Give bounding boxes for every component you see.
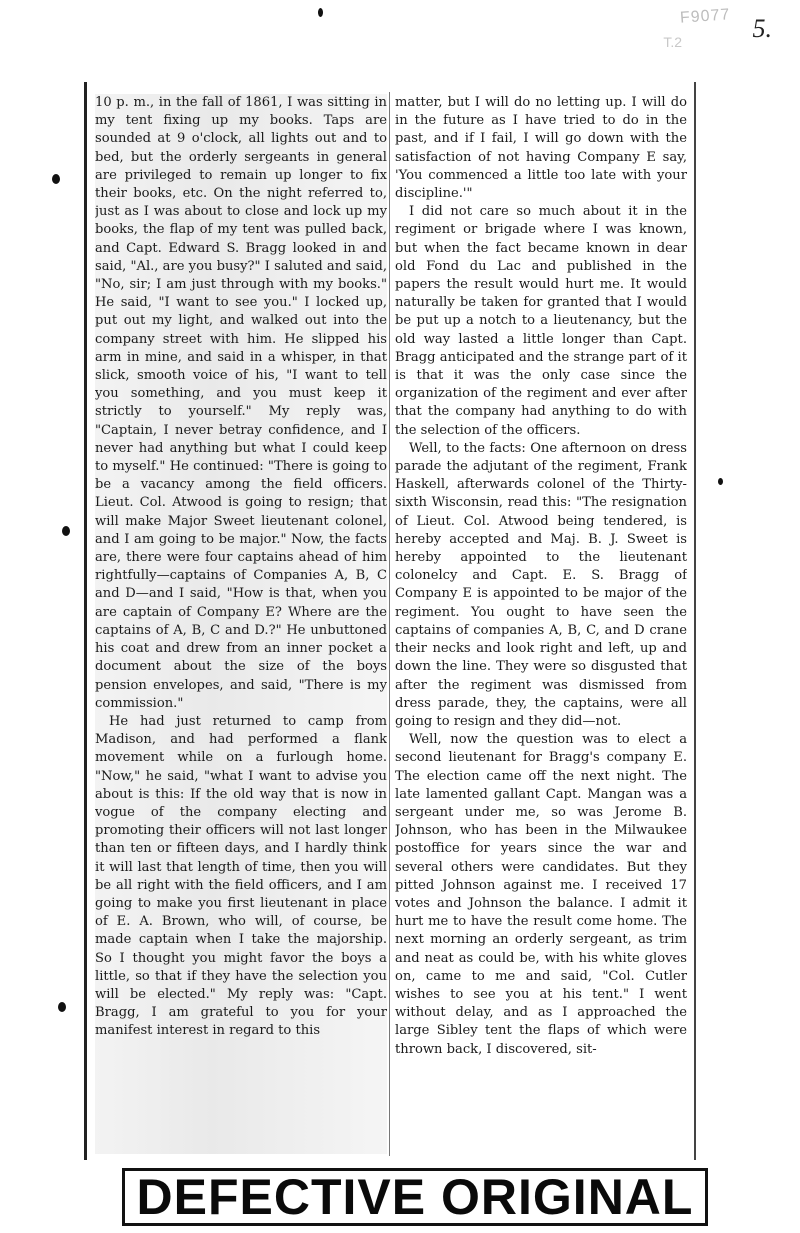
- stamp-text: DEFECTIVE ORIGINAL: [136, 1169, 694, 1225]
- archive-stamp-sub: T.2: [663, 34, 682, 50]
- scan-mark: [58, 1002, 66, 1012]
- page-number: 5.: [752, 14, 772, 43]
- scan-mark: [62, 526, 70, 536]
- right-column: [395, 94, 687, 1154]
- scan-mark: [718, 478, 723, 485]
- paragraph: I did not care so much about it in the regiment or brigade where I was known, but when the fact became known in dear old Fond du Lac and published in the papers the result would hurt me. It would naturally be taken for granted that I would be put up a notch to a lieutenancy, but the old way lasted a little longer than Capt. Bragg anticipated and the strange part of it is that it was the only case since the organization of the regiment and ever after that the company had anything to do with the selection of the officers.: [395, 204, 687, 438]
- archive-stamp: F9077: [679, 6, 731, 27]
- paragraph: matter, but I will do no letting up. I will do in the future as I have tried to do in the past, and if I fail, I will go down with the satisfaction of not having Company E say, 'You commenced a little too late with your discipline.'": [395, 95, 687, 202]
- left-column: [95, 94, 387, 1154]
- scan-mark: [318, 8, 323, 17]
- paragraph: Well, to the facts: One afternoon on dress parade the adjutant of the regiment, Frank Haskell, afterwards colonel of the Thirty-sixth Wisconsin, read this: "The resignation of Lieut. Col. Atwood being tendered, is hereby accepted and Maj. B. J. Sweet is hereby appointed to the lieutenant colonelcy and Capt. E. S. Bragg of Company E is appointed to be major of the regiment. You ought to have seen the captains of companies A, B, C, and D crane their necks and look right and left, up and down the line. They were so disgusted that after the regiment was dismissed from dress parade, they, the captains, were all going to resign and they did—not.: [395, 440, 687, 729]
- paragraph: He had just returned to camp from Madison, and had performed a flank movement while on a furlough home. "Now," he said, "what I want to advise you about is this: If the old way that is now in vogue of the company electing and promoting their officers will not last longer than ten or fifteen days, and I hardly think it will last that length of time, then you will be all right with the field officers, and I am going to make you first lieutenant in place of E. A. Brown, who will, of course, be made captain when I take the majorship. So I thought you might favor the boys a little, so that if they have the selection you will be elected." My reply was: "Capt. Bragg, I am grateful to you for your manifest interest in regard to this: [95, 713, 387, 1039]
- scan-mark: [52, 174, 60, 184]
- paragraph: Well, now the question was to elect a second lieutenant for Bragg's company E. The election came off the next night. The late lamented gallant Capt. Mangan was a sergeant under me, so was Jerome B. Johnson, who has been in the Milwaukee postoffice for years since the war and several others were candidates. But they pitted Johnson against me. I received 17 votes and Johnson the balance. I admit it hurt me to have the result come home. The next morning an orderly sergeant, as trim and neat as could be, with his white gloves on, came to me and said, "Col. Cutler wishes to see you at his tent." I went without delay, and as I approached the large Sibley tent the flaps of which were thrown back, I discovered, sit-: [395, 732, 687, 1057]
- newspaper-clipping: [84, 82, 696, 1160]
- column-divider: [389, 92, 390, 1156]
- defective-original-stamp: [122, 1168, 708, 1226]
- paragraph: 10 p. m., in the fall of 1861, I was sitting in my tent fixing up my books. Taps are sounded at 9 o'clock, all lights out and to bed, but the orderly sergeants in general are privileged to remain up longer to fix their books, etc. On the night referred to, just as I was about to close and lock up my books, the flap of my tent was pulled back, and Capt. Edward S. Bragg looked in and said, "Al., are you busy?" I saluted and said, "No, sir; I am just through with my books." He said, "I want to see you." I locked up, put out my light, and walked out into the company street with him. He slipped his arm in mine, and said in a whisper, in that slick, smooth voice of his, "I want to tell you something, and you must keep it strictly to yourself." My reply was, "Captain, I never betray confidence, and I never had anything but what I could keep to myself." He continued: "There is going to be a vacancy among the field officers. Lieut. Col. Atwood is going to resign; that will make Major Sweet lieutenant colonel, and I am going to be major." Now, the facts are, there were four captains ahead of him rightfully—captains of Companies A, B, C and D—and I said, "How is that, when you are captain of Company E? Where are the captains of A, B, C and D.?" He unbuttoned his coat and drew from an inner pocket a document about the size of the boys pension envelopes, and said, "There is my commission.": [95, 95, 387, 711]
